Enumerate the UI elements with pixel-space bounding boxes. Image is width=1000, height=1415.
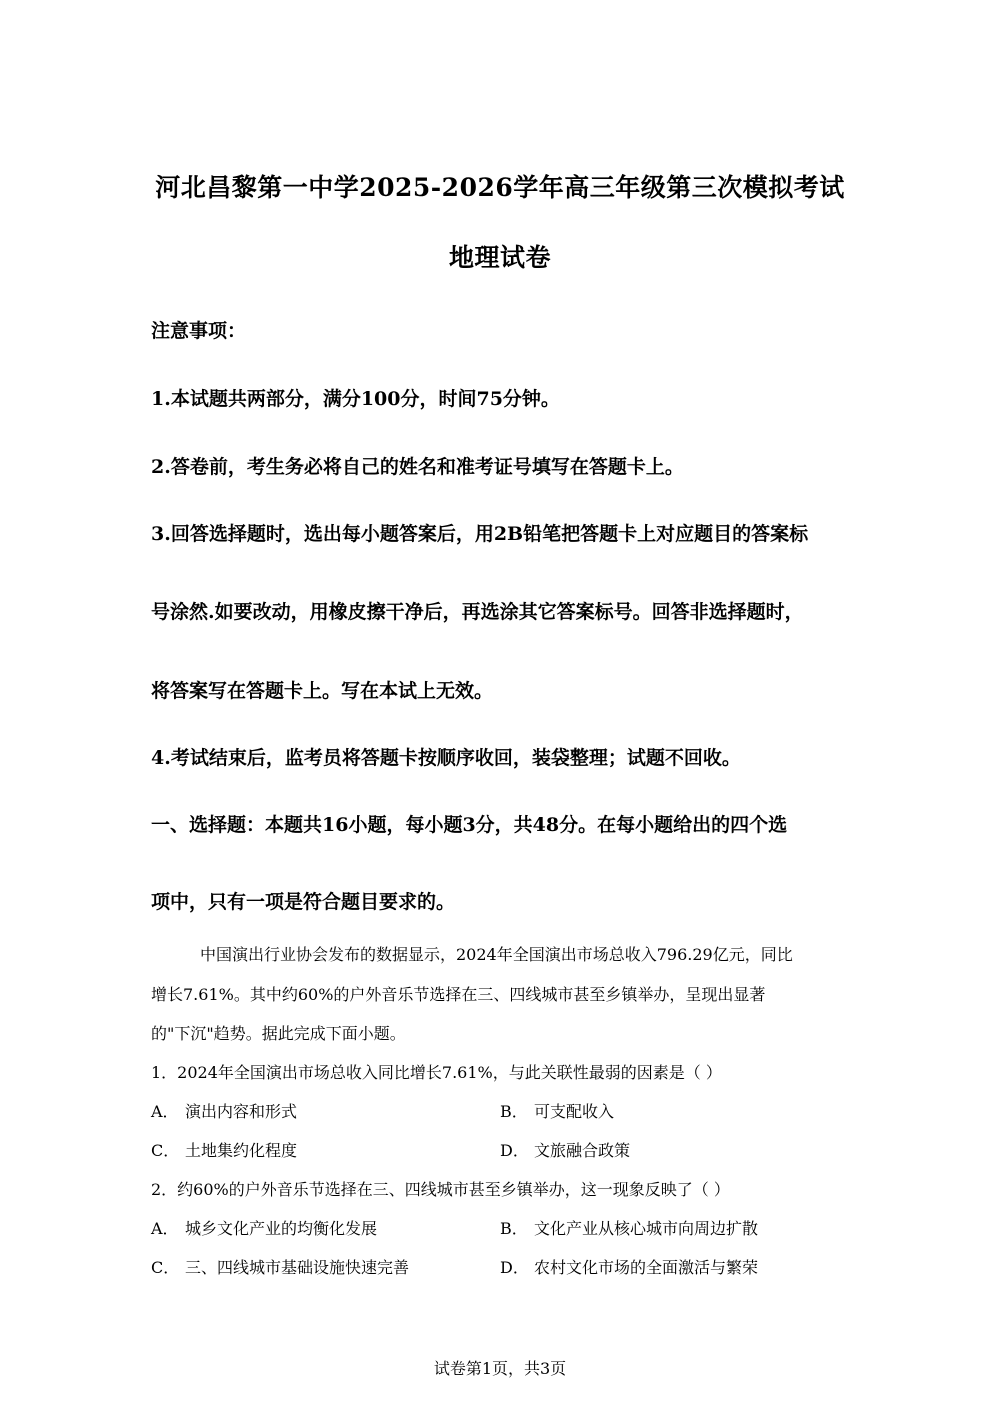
notice-item-1: 1.本试题共两部分，满分100分，时间75分钟。 xyxy=(151,388,560,410)
passage-line-1: 中国演出行业协会发布的数据显示，2024年全国演出市场总收入796.29亿元，同比 xyxy=(200,945,793,964)
question-1-option-a xyxy=(151,1099,297,1122)
option-text: 可支配收入 xyxy=(534,1102,615,1121)
option-letter: C． xyxy=(151,1258,180,1277)
option-text: 土地集约化程度 xyxy=(185,1141,298,1160)
option-letter: B． xyxy=(500,1102,528,1121)
exam-title: 河北昌黎第一中学2025-2026学年高三年级第三次模拟考试 xyxy=(155,173,845,202)
exam-subject-title: 地理试卷 xyxy=(448,243,551,272)
passage-line-3: 的"下沉"趋势。据此完成下面小题。 xyxy=(151,1024,406,1043)
page-footer: 试卷第1页，共3页 xyxy=(433,1359,567,1378)
passage-line-2: 增长7.61%。其中约60%的户外音乐节选择在三、四线城市甚至乡镇举办，呈现出显著 xyxy=(151,985,766,1004)
question-2-option-a xyxy=(151,1216,377,1239)
option-letter: A． xyxy=(151,1219,179,1238)
question-2-option-d xyxy=(500,1255,758,1278)
option-letter: A． xyxy=(151,1102,179,1121)
question-1-option-c xyxy=(151,1138,297,1161)
option-text: 城乡文化产业的均衡化发展 xyxy=(185,1219,378,1238)
notice-heading: 注意事项： xyxy=(151,320,247,342)
option-text: 三、四线城市基础设施快速完善 xyxy=(185,1258,410,1277)
question-1-stem: 1．2024年全国演出市场总收入同比增长7.61%，与此关联性最弱的因素是（ ） xyxy=(151,1063,722,1082)
option-text: 文化产业从核心城市向周边扩散 xyxy=(534,1219,759,1238)
option-text: 农村文化市场的全面激活与繁荣 xyxy=(534,1258,759,1277)
option-letter: B． xyxy=(500,1219,528,1238)
notice-item-3-line-3: 将答案写在答题卡上。写在本试上无效。 xyxy=(151,680,494,702)
option-letter: C． xyxy=(151,1141,180,1160)
option-letter: D． xyxy=(500,1258,529,1277)
notice-item-4: 4.考试结束后，监考员将答题卡按顺序收回，装袋整理；试题不回收。 xyxy=(151,747,741,769)
question-2-option-b xyxy=(500,1216,758,1239)
question-2-option-c xyxy=(151,1255,409,1278)
notice-item-3-line-1: 3.回答选择题时，选出每小题答案后，用2B铅笔把答题卡上对应题目的答案标 xyxy=(151,523,809,545)
option-text: 文旅融合政策 xyxy=(534,1141,631,1160)
notice-item-3-line-2: 号涂然.如要改动，用橡皮擦干净后，再选涂其它答案标号。回答非选择题时， xyxy=(151,601,804,623)
section-heading-line-2: 项中，只有一项是符合题目要求的。 xyxy=(151,891,456,913)
question-1-option-d xyxy=(500,1138,630,1161)
notice-item-2: 2.答卷前，考生务必将自己的姓名和准考证号填写在答题卡上。 xyxy=(151,456,684,478)
question-1-option-b xyxy=(500,1099,614,1122)
question-2-stem: 2．约60%的户外音乐节选择在三、四线城市甚至乡镇举办，这一现象反映了（ ） xyxy=(151,1180,730,1199)
section-heading-line-1: 一、选择题：本题共16小题，每小题3分，共48分。在每小题给出的四个选 xyxy=(151,814,788,836)
option-text: 演出内容和形式 xyxy=(185,1102,298,1121)
option-letter: D． xyxy=(500,1141,529,1160)
